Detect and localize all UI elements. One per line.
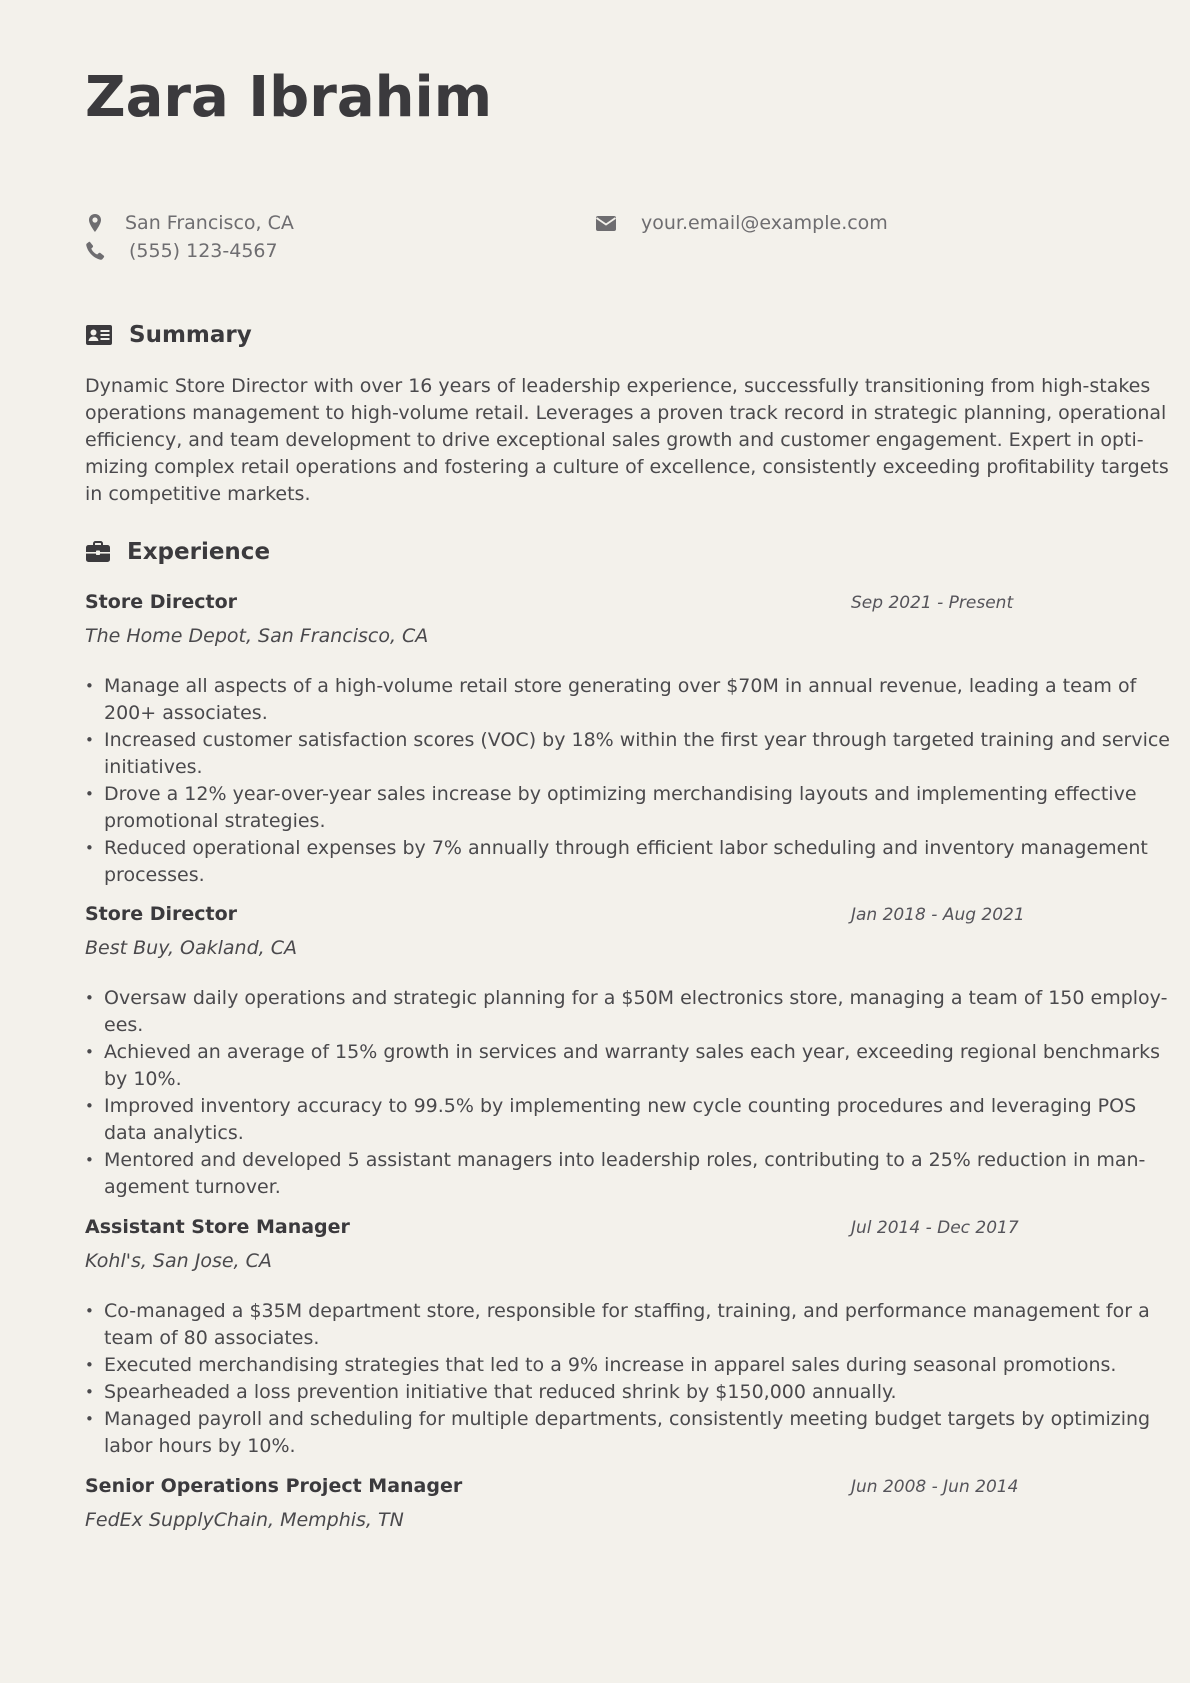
job-bullet	[85, 835, 1148, 889]
phone-icon	[85, 241, 105, 261]
bullet-line: • Manage all aspects of a high-volume retail store generating over $70M in annual revenue, leading a team of	[104, 675, 1137, 697]
bullet-line: 200+ associates.	[104, 702, 268, 724]
contact-phone	[85, 240, 278, 262]
map-marker-icon	[85, 213, 105, 233]
job-bullet	[85, 1379, 1105, 1406]
job-bullet	[85, 1093, 1137, 1147]
bullet-line: • Achieved an average of 15% growth in services and warranty sales each year, exceeding regional benchmarks	[104, 1041, 1161, 1063]
envelope-icon	[595, 213, 615, 233]
job-bullet	[85, 1406, 1151, 1460]
candidate-name: Zara Ibrahim	[85, 65, 493, 130]
job-bullet	[85, 781, 1137, 835]
bullet-line: • Improved inventory accuracy to 99.5% by implementing new cycle counting procedures and leveraging POS	[104, 1095, 1137, 1117]
bullet-line: • Co-managed a $35M department store, responsible for staffing, training, and performance management for a	[104, 1300, 1150, 1322]
job-title: Senior Operations Project Manager	[85, 1475, 463, 1497]
job-bullets	[85, 985, 1168, 1201]
bullet-line: promotional strategies.	[104, 810, 326, 832]
summary-line: operations management to high-volume retail. Leverages a proven track record in strategic planning, operational	[85, 402, 1167, 424]
experience-heading	[85, 539, 270, 565]
job-dates: Jul 2014 - Dec 2017	[851, 1218, 1019, 1238]
job-bullet	[85, 727, 1170, 781]
id-card-icon	[85, 324, 113, 346]
experience-title: Experience	[127, 539, 271, 565]
job-bullet	[85, 673, 1137, 727]
contact-email	[595, 212, 888, 234]
bullet-line: data analytics.	[104, 1122, 244, 1144]
job-bullet	[85, 1147, 1146, 1201]
job-bullet	[85, 1298, 1150, 1352]
job-bullet	[85, 985, 1168, 1039]
bullet-line: • Reduced operational expenses by 7% annually through efficient labor scheduling and inventory management	[104, 837, 1148, 859]
summary-line: mizing complex retail operations and fostering a culture of excellence, consistently exceeding profitability targets	[85, 456, 1169, 478]
email-link[interactable]: your.email@example.com	[641, 212, 888, 234]
phone-text: (555) 123-4567	[129, 240, 278, 262]
summary-line: efficiency, and team development to drive exceptional sales growth and customer engagement. Expert in opti-	[85, 429, 1144, 451]
job-title: Store Director	[85, 591, 237, 613]
bullet-line: • Managed payroll and scheduling for multiple departments, consistently meeting budget targets by optimizing	[104, 1408, 1151, 1430]
job-company: Best Buy, Oakland, CA	[85, 937, 298, 959]
contact-location	[85, 212, 294, 234]
job-dates: Jan 2018 - Aug 2021	[851, 905, 1025, 925]
summary-line: in competitive markets.	[85, 483, 311, 505]
summary-title: Summary	[129, 322, 252, 348]
bullet-line: team of 80 associates.	[104, 1327, 320, 1349]
job-dates: Sep 2021 - Present	[851, 593, 1014, 613]
summary-heading	[85, 322, 252, 348]
bullet-line: • Drove a 12% year-over-year sales increase by optimizing merchandising layouts and implementing effective	[104, 783, 1137, 805]
summary-text	[85, 373, 1169, 508]
bullet-line: by 10%.	[104, 1068, 182, 1090]
job-company: FedEx SupplyChain, Memphis, TN	[85, 1509, 404, 1531]
location-text: San Francisco, CA	[125, 212, 294, 234]
job-bullet	[85, 1352, 1117, 1379]
job-company: The Home Depot, San Francisco, CA	[85, 625, 429, 647]
bullet-line: processes.	[104, 864, 205, 886]
bullet-line: • Spearheaded a loss prevention initiative that reduced shrink by $150,000 annually.	[104, 1381, 897, 1403]
briefcase-icon	[85, 541, 113, 563]
bullet-line: ees.	[104, 1014, 144, 1036]
bullet-line: • Increased customer satisfaction scores (VOC) by 18% within the first year through targeted training and service	[104, 729, 1170, 751]
bullet-line: labor hours by 10%.	[104, 1435, 296, 1457]
job-bullet	[85, 1039, 1161, 1093]
job-bullets	[85, 1298, 1151, 1460]
summary-line: Dynamic Store Director with over 16 years of leadership experience, successfully transitioning from high-stakes	[85, 375, 1151, 397]
job-dates: Jun 2008 - Jun 2014	[851, 1477, 1019, 1497]
job-company: Kohl's, San Jose, CA	[85, 1250, 272, 1272]
bullet-line: • Mentored and developed 5 assistant managers into leadership roles, contributing to a 25% reduction in man-	[104, 1149, 1146, 1171]
bullet-line: • Oversaw daily operations and strategic planning for a $50M electronics store, managing a team of 150 employ-	[104, 987, 1168, 1009]
bullet-line: initiatives.	[104, 756, 203, 778]
job-title: Store Director	[85, 903, 237, 925]
job-bullets	[85, 673, 1170, 889]
bullet-line: agement turnover.	[104, 1176, 281, 1198]
bullet-line: • Executed merchandising strategies that led to a 9% increase in apparel sales during seasonal promotions.	[104, 1354, 1117, 1376]
job-title: Assistant Store Manager	[85, 1216, 350, 1238]
